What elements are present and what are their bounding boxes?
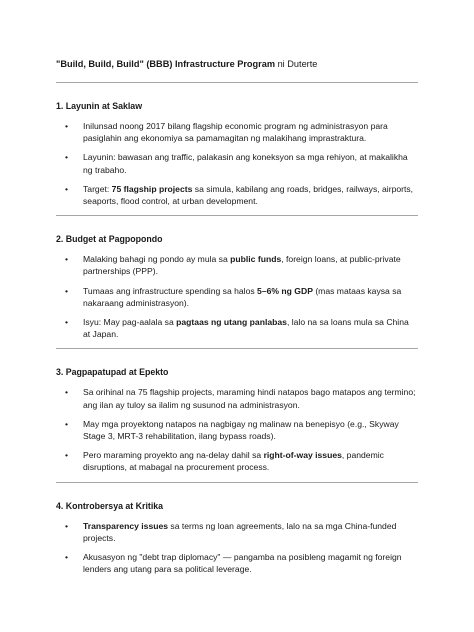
body-text: Isyu: May pag-aalala sa [83, 317, 177, 328]
section-heading: 1. Layunin at Saklaw [56, 101, 143, 111]
body-text: Target: [83, 183, 112, 194]
section-2 [56, 216, 418, 349]
bold-text: right-of-way issues [263, 450, 342, 461]
section-heading: 3. Pagpapatupad at Epekto [56, 367, 169, 378]
section-4 [56, 483, 418, 576]
body-text: May mga proyektong natapos na nagbigay ng malinaw na benepisyo (e.g., Skyway Stage 3, MRT-3 rehabilitation, ilang bypass roads). [83, 418, 399, 442]
document-title-bold: "Build, Build, Build" (BBB) Infrastructure Program [56, 59, 276, 69]
bold-text: public funds [230, 254, 282, 265]
bold-text: Transparency issues [83, 520, 169, 531]
list-item [56, 120, 418, 144]
bullet-list [56, 386, 418, 473]
sections-container [56, 83, 418, 575]
section-3 [56, 349, 418, 482]
body-text: (mas mataas kaysa sa nakaraang administrasyon). [83, 285, 402, 308]
list-item [56, 551, 418, 575]
section-1 [56, 83, 418, 216]
list-item [56, 449, 418, 473]
document-title-rest: ni Duterte [275, 59, 318, 69]
body-text: , lalo na sa loans mula sa China at Japan. [83, 317, 409, 340]
body-text: Akusasyon ng "debt trap diplomacy" — pangamba na posibleng magamit ng foreign lenders ang utang para sa political leverage. [83, 552, 402, 575]
body-text: Sa orihinal na 75 flagship projects, maraming hindi natapos bago matapos ang termino; ang ilan ay tuloy sa ilalim ng susunod na administrasyon. [83, 387, 416, 410]
bullet-list [56, 120, 418, 207]
list-item [56, 151, 418, 175]
bold-text: 75 flagship projects [111, 183, 193, 194]
list-item [56, 418, 418, 442]
body-text: Layunin: bawasan ang traffic, palakasin ang koneksyon sa mga rehiyon, at makalikha ng trabaho. [83, 152, 408, 175]
body-text: sa simula, kabilang ang roads, bridges, railways, airports, seaports, flood control, at urban development. [83, 183, 414, 207]
bold-text: pagtaas ng utang panlabas [176, 317, 287, 328]
list-item [56, 285, 418, 309]
bold-text: 5–6% ng GDP [257, 285, 313, 296]
list-item [56, 183, 418, 207]
bullet-list [56, 520, 418, 576]
body-text: , foreign loans, at public-private partnerships (PPP). [83, 254, 401, 277]
body-text: Inilunsad noong 2017 bilang flagship economic program ng administrasyon para pasiglahin ang ekonomiya sa pamamagitan ng malakihang imprastraktura. [83, 121, 388, 144]
section-heading: 4. Kontrobersya at Kritika [56, 500, 164, 511]
bullet-list [56, 253, 418, 340]
list-item [56, 316, 418, 340]
body-text: sa terms ng loan agreements, lalo na sa mga China-funded projects. [83, 520, 397, 543]
body-text: Tumaas ang infrastructure spending sa halos [83, 285, 258, 296]
list-item [56, 386, 418, 410]
body-text: Pero maraming proyekto ang na-delay dahil sa [83, 450, 264, 461]
document-title [56, 0, 418, 70]
section-heading: 2. Budget at Pagpopondo [56, 234, 163, 245]
list-item [56, 520, 418, 544]
body-text: , pandemic disruptions, at mabagal na procurement process. [83, 450, 384, 473]
list-item [56, 253, 418, 277]
body-text: Malaking bahagi ng pondo ay mula sa [83, 254, 231, 265]
